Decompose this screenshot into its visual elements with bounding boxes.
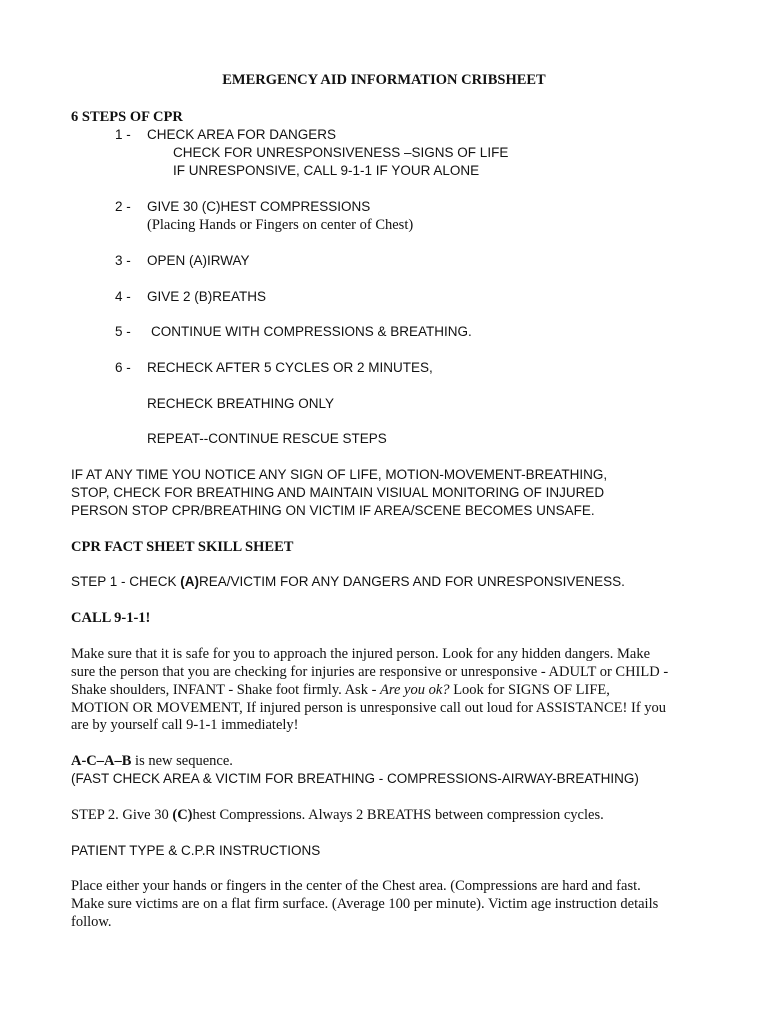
step-text: GIVE 2 (B)REATHS bbox=[147, 289, 267, 304]
notice-line: PERSON STOP CPR/BREATHING ON VICTIM IF AREA/SCENE BECOMES UNSAFE. bbox=[71, 503, 595, 518]
step-detail-text: CHECK FOR UNRESPONSIVENESS –SIGNS OF LIFE bbox=[173, 145, 509, 160]
step-number: 3 - bbox=[115, 253, 131, 268]
compression-paragraph-line: Place either your hands or fingers in the center of the Chest area. (Compressions are hard and fast. bbox=[71, 878, 641, 894]
call-911-heading: CALL 9-1-1! bbox=[71, 610, 151, 626]
notice-line: STOP, CHECK FOR BREATHING AND MAINTAIN VISIUAL MONITORING OF INJURED bbox=[71, 485, 605, 500]
acab-sequence bbox=[71, 752, 233, 770]
fact-step-1-rest: REA/VICTIM FOR ANY DANGERS AND FOR UNRESPONSIVENESS. bbox=[199, 574, 625, 589]
cpr-steps-heading: 6 STEPS OF CPR bbox=[71, 109, 183, 125]
compression-paragraph-line: Make sure victims are on a flat firm surface. (Average 100 per minute). Victim age instruction details bbox=[71, 896, 659, 912]
acab-label: A-C–A–B bbox=[71, 753, 132, 769]
safety-text: Shake shoulders, INFANT - Shake foot firmly. Ask - bbox=[71, 682, 381, 698]
step-number: 4 - bbox=[115, 289, 131, 304]
safety-paragraph-line: sure the person that you are checking for injuries are responsive or unresponsive - ADULT or CHILD - bbox=[71, 664, 669, 680]
fact-sheet-heading: CPR FACT SHEET SKILL SHEET bbox=[71, 539, 294, 555]
fact-step-1 bbox=[71, 573, 625, 591]
safety-text: Look for SIGNS OF LIFE, bbox=[449, 682, 610, 698]
step-text: CONTINUE WITH COMPRESSIONS & BREATHING. bbox=[151, 324, 472, 339]
step-number: 1 - bbox=[115, 127, 131, 142]
safety-paragraph-line: are by yourself call 9-1-1 immediately! bbox=[71, 717, 299, 733]
step-text: CHECK AREA FOR DANGERS bbox=[147, 127, 337, 142]
step-text: OPEN (A)IRWAY bbox=[147, 253, 250, 268]
safety-paragraph-line bbox=[71, 681, 610, 699]
step-text: RECHECK AFTER 5 CYCLES OR 2 MINUTES, bbox=[147, 360, 433, 375]
compression-paragraph-line: follow. bbox=[71, 914, 112, 930]
fact-step-2-rest: hest Compressions. Always 2 BREATHS between compression cycles. bbox=[192, 807, 604, 823]
step-text: GIVE 30 (C)HEST COMPRESSIONS bbox=[147, 199, 371, 214]
step-detail-text: REPEAT--CONTINUE RESCUE STEPS bbox=[147, 431, 387, 446]
document-title: EMERGENCY AID INFORMATION CRIBSHEET bbox=[222, 72, 546, 88]
acab-explanation: (FAST CHECK AREA & VICTIM FOR BREATHING - COMPRESSIONS-AIRWAY-BREATHING) bbox=[71, 771, 639, 786]
safety-paragraph-line: Make sure that it is safe for you to approach the injured person. Look for any hidden dangers. Make bbox=[71, 646, 651, 662]
patient-type-heading: PATIENT TYPE & C.P.R INSTRUCTIONS bbox=[71, 843, 321, 858]
notice-line: IF AT ANY TIME YOU NOTICE ANY SIGN OF LIFE, MOTION-MOVEMENT-BREATHING, bbox=[71, 467, 608, 482]
fact-step-2 bbox=[71, 806, 604, 824]
fact-step-1-letter: (A) bbox=[180, 574, 200, 589]
step-detail-text: RECHECK BREATHING ONLY bbox=[147, 396, 335, 411]
acab-text: is new sequence. bbox=[131, 753, 233, 769]
step-number: 6 - bbox=[115, 360, 131, 375]
safety-paragraph-line: MOTION OR MOVEMENT, If injured person is unresponsive call out loud for ASSISTANCE! If you bbox=[71, 700, 667, 716]
step-detail-text: (Placing Hands or Fingers on center of Chest) bbox=[147, 217, 414, 233]
fact-step-2-text: STEP 2. Give 30 bbox=[71, 807, 173, 823]
safety-question: Are you ok? bbox=[380, 682, 450, 698]
step-number: 2 - bbox=[115, 199, 131, 214]
fact-step-1-text: STEP 1 - CHECK bbox=[71, 574, 181, 589]
fact-step-2-letter: (C) bbox=[172, 807, 193, 823]
step-number: 5 - bbox=[115, 324, 131, 339]
step-detail-text: IF UNRESPONSIVE, CALL 9-1-1 IF YOUR ALONE bbox=[173, 163, 480, 178]
